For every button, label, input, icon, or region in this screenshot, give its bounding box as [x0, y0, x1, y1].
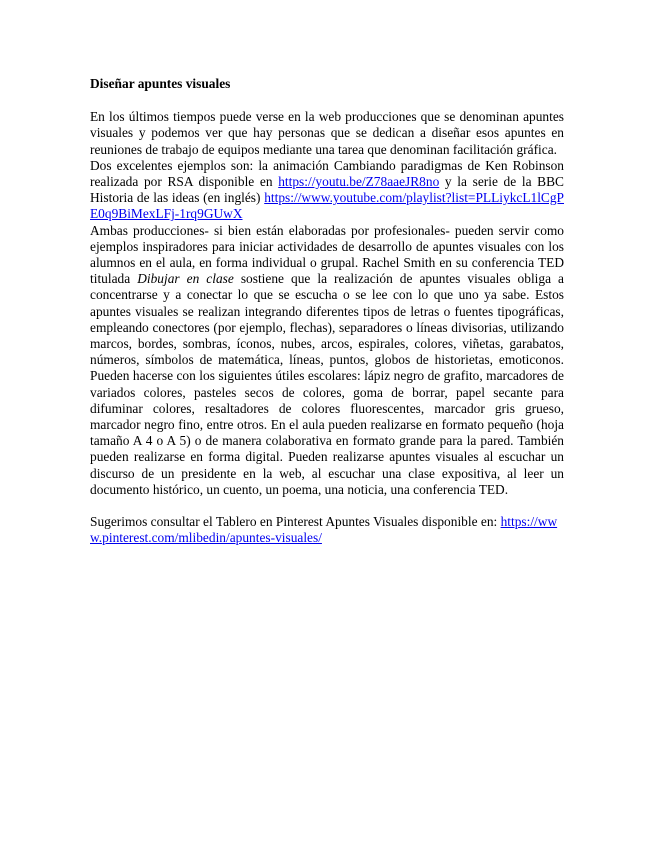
paragraph-examples — [90, 158, 564, 223]
paragraph-pinterest — [90, 514, 564, 546]
paragraph-intro: En los últimos tiempos puede verse en la web producciones que se denominan apuntes visuales y podemos ver que hay personas que se dedican a diseñar esos apuntes en reuniones de trabajo de equipos mediante una tarea que denominan facilitación gráfica. — [90, 109, 564, 157]
talk-title-italic: Dibujar en clase — [137, 271, 234, 287]
paragraph-spacer — [90, 498, 564, 514]
examples-text-b: y la serie de la BBC Historia de las ideas (en inglés) — [90, 174, 564, 206]
pinterest-text-a: Sugerimos consultar el Tablero en Pinterest Apuntes Visuales disponible en: — [90, 514, 501, 530]
document-page — [90, 76, 564, 546]
youtube-link-cambiando-paradigmas[interactable]: https://youtu.be/Z78aaeJR8no — [278, 174, 440, 190]
document-title: Diseñar apuntes visuales — [90, 76, 231, 91]
paragraph-productions — [90, 223, 564, 498]
examples-text-a: Dos excelentes ejemplos son: la animación Cambiando paradigmas de Ken Robinson realizada por RSA disponible en — [90, 157, 564, 190]
productions-text-b: sostiene que la realización de apuntes visuales obliga a concentrarse y a conectar lo que se escucha o se lee con lo que uno ya sabe. Estos apuntes visuales se realizan integrando diferentes tipos de letras o fuentes tipográficas, empleando conectores (por ejemplo, flechas), separadores o líneas divisorias, utilizando marcos, bordes, sombras, íconos, nubes, arcos, espirales, colores, viñetas, garabatos, números, símbolos de matemática, líneas, puntos, globos de historietas, emoticonos. Pueden hacerse con los siguientes útiles escolares: lápiz negro de grafito, marcadores de variados colores, pasteles secos de colores, goma de borrar, papel secante para difuminar colores, resaltadores de colores fluorescentes, marcador gris grueso, marcador negro fino, entre otros. En el aula pueden realizarse en formato pequeño (hoja tamaño A 4 o A 5) o de manera colaborativa en formato grande para la pared. También pueden realizarse en forma digital. Pueden realizarse apuntes visuales al escuchar un discurso de un presidente en la web, al escuchar una clase expositiva, al leer un documento histórico, un cuento, un poema, una noticia, una conferencia TED. — [90, 271, 564, 497]
pinterest-link[interactable]: https://www.pinterest.com/mlibedin/apuntes-visuales/ — [90, 514, 558, 546]
productions-text-a: Ambas producciones- si bien están elaboradas por profesionales- pueden servir como ejemplos inspiradores para iniciar actividades de desarrollo de apuntes visuales con los alumnos en el aula, en forma individual o grupal. Rachel Smith en su conferencia TED titulada — [90, 222, 564, 287]
youtube-link-historia-ideas[interactable]: https://www.youtube.com/playlist?list=PLLiykcL1lCgPE0q9BiMexLFj-1rq9GUwX — [90, 190, 564, 222]
